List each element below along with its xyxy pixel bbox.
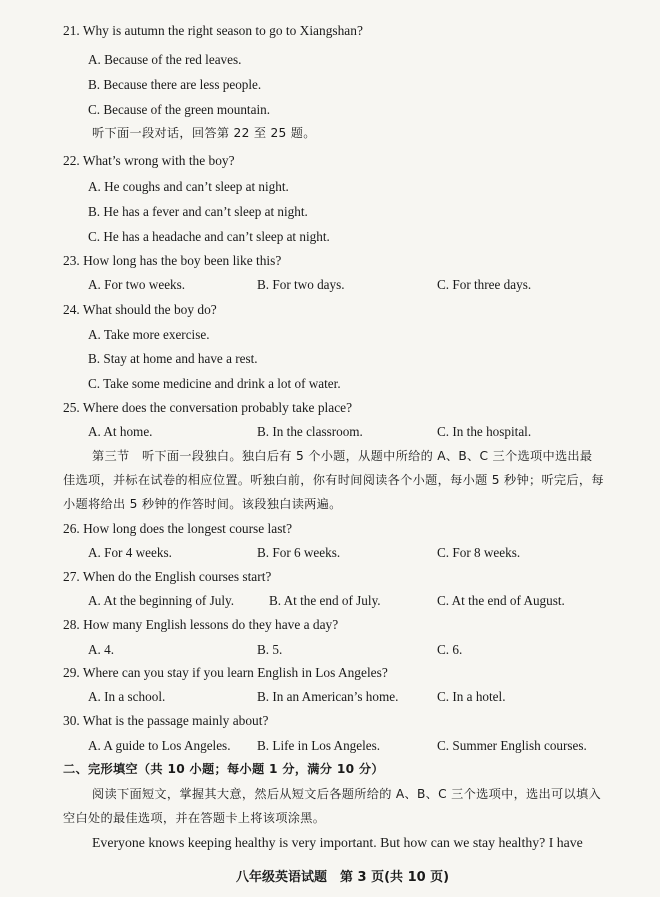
question-30-stem: 30. What is the passage mainly about?: [63, 713, 269, 728]
question-22-option-c: C. He has a headache and can’t sleep at night.: [88, 229, 330, 244]
question-26-option-b: B. For 6 weeks.: [257, 545, 341, 560]
question-23-option-b: B. For two days.: [257, 277, 345, 292]
question-21-stem: 21. Why is autumn the right season to go to Xiangshan?: [63, 23, 363, 38]
question-22-option-b: B. He has a fever and can’t sleep at night.: [88, 204, 308, 219]
passage-first-line: Everyone knows keeping healthy is very important. But how can we stay healthy? I have: [92, 835, 583, 850]
question-26-stem: 26. How long does the longest course last?: [63, 521, 293, 536]
question-30-option-b: B. Life in Los Angeles.: [257, 738, 381, 753]
question-25-stem: 25. Where does the conversation probably take place?: [63, 400, 353, 415]
question-30-option-a: A. A guide to Los Angeles.: [88, 738, 231, 753]
question-29-option-c: C. In a hotel.: [437, 689, 506, 704]
question-21-option-b: B. Because there are less people.: [88, 77, 262, 92]
section3-instruction-line3: 小题将给出 5 秒钟的作答时间。该段独白读两遍。: [63, 497, 342, 511]
question-23-option-c: C. For three days.: [437, 277, 532, 292]
section3-instruction-line1: 第三节 听下面一段独白。独白后有 5 个小题，从题中所给的 A、B、C 三个选项中选出最: [92, 449, 593, 463]
question-28-option-c: C. 6.: [437, 642, 463, 657]
question-24-option-c: C. Take some medicine and drink a lot of water.: [88, 376, 341, 391]
part2-instruction-line1: 阅读下面短文，掌握其大意，然后从短文后各题所给的 A、B、C 三个选项中，选出可以填入: [92, 787, 601, 801]
question-24-option-b: B. Stay at home and have a rest.: [88, 351, 258, 366]
part2-heading: 二、完形填空（共 10 小题；每小题 1 分，满分 10 分）: [63, 762, 384, 776]
question-27-option-a: A. At the beginning of July.: [88, 593, 235, 608]
question-25-option-b: B. In the classroom.: [257, 424, 363, 439]
question-29-stem: 29. Where can you stay if you learn English in Los Angeles?: [63, 665, 388, 680]
question-28-stem: 28. How many English lessons do they have a day?: [63, 617, 339, 632]
dialogue-instruction: 听下面一段对话，回答第 22 至 25 题。: [92, 126, 316, 140]
section3-instruction-line2: 佳选项，并标在试卷的相应位置。听独白前，你有时间阅读各个小题，每小题 5 秒钟；听完后，每: [63, 473, 604, 487]
question-24-stem: 24. What should the boy do?: [63, 302, 217, 317]
question-27-option-c: C. At the end of August.: [437, 593, 565, 608]
question-23-option-a: A. For two weeks.: [88, 277, 186, 292]
question-29-option-b: B. In an American’s home.: [257, 689, 399, 704]
question-28-option-b: B. 5.: [257, 642, 283, 657]
question-25-option-c: C. In the hospital.: [437, 424, 532, 439]
question-26-option-c: C. For 8 weeks.: [437, 545, 521, 560]
question-21-option-a: A. Because of the red leaves.: [88, 52, 242, 67]
question-29-option-a: A. In a school.: [88, 689, 166, 704]
question-21-option-c: C. Because of the green mountain.: [88, 102, 271, 117]
question-22-option-a: A. He coughs and can’t sleep at night.: [88, 179, 289, 194]
question-27-stem: 27. When do the English courses start?: [63, 569, 272, 584]
question-30-option-c: C. Summer English courses.: [437, 738, 587, 753]
question-26-option-a: A. For 4 weeks.: [88, 545, 172, 560]
question-22-stem: 22. What’s wrong with the boy?: [63, 153, 235, 168]
question-24-option-a: A. Take more exercise.: [88, 327, 210, 342]
question-25-option-a: A. At home.: [88, 424, 153, 439]
question-23-stem: 23. How long has the boy been like this?: [63, 253, 282, 268]
question-28-option-a: A. 4.: [88, 642, 115, 657]
question-27-option-b: B. At the end of July.: [269, 593, 381, 608]
part2-instruction-line2: 空白处的最佳选项，并在答题卡上将该项涂黑。: [63, 811, 326, 825]
page-footer: 八年级英语试题 第 3 页(共 10 页): [236, 870, 450, 885]
